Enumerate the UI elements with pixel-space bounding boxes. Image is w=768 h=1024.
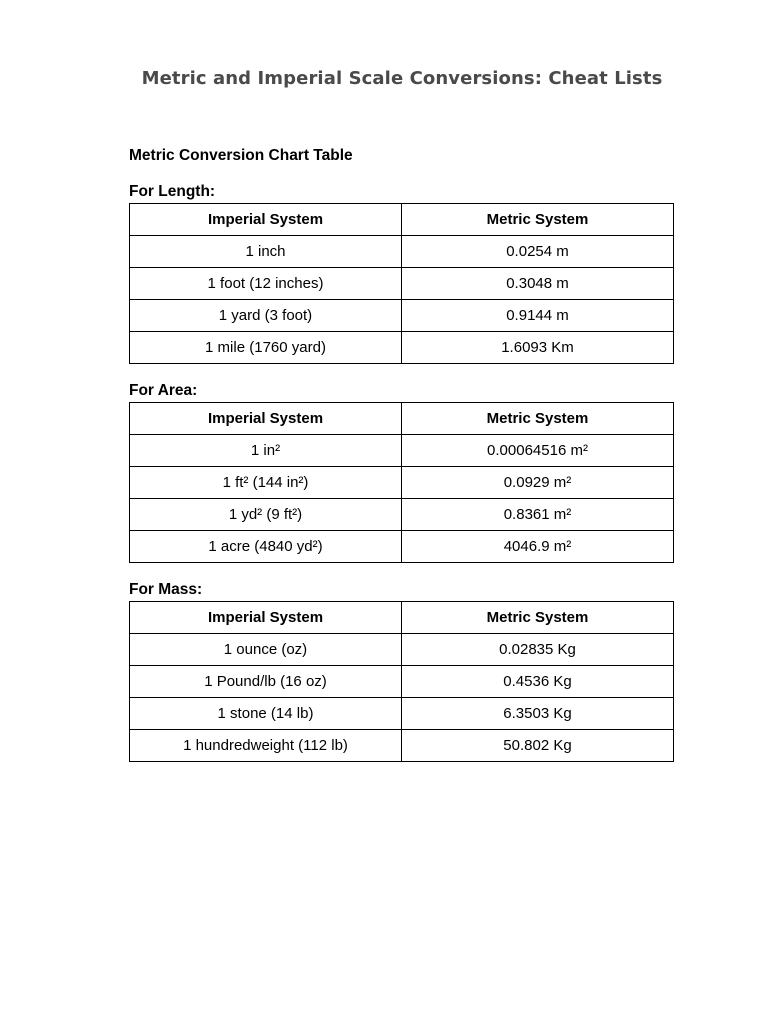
cell-imperial: 1 stone (14 lb) [130,698,402,730]
cell-imperial: 1 in² [130,435,402,467]
cell-imperial: 1 inch [130,236,402,268]
length-table [129,203,674,364]
length-section [129,182,673,364]
header-imperial: Imperial System [130,204,402,236]
cell-metric: 50.802 Kg [402,730,674,762]
cell-metric: 0.4536 Kg [402,666,674,698]
area-section [129,381,673,563]
cell-metric: 4046.9 m² [402,531,674,563]
cell-imperial: 1 foot (12 inches) [130,268,402,300]
cell-imperial: 1 acre (4840 yd²) [130,531,402,563]
table-row [130,236,674,268]
table-header-row [130,403,674,435]
cell-metric: 0.3048 m [402,268,674,300]
area-table [129,402,674,563]
cell-imperial: 1 mile (1760 yard) [130,332,402,364]
table-header-row [130,602,674,634]
table-row [130,467,674,499]
table-row [130,666,674,698]
cell-imperial: 1 ft² (144 in²) [130,467,402,499]
cell-metric: 0.9144 m [402,300,674,332]
document-body [129,146,673,779]
table-row [130,268,674,300]
mass-table [129,601,674,762]
table-row [130,634,674,666]
mass-label: For Mass: [129,581,203,598]
cell-imperial: 1 yard (3 foot) [130,300,402,332]
header-metric: Metric System [402,204,674,236]
table-header-row [130,204,674,236]
table-row [130,531,674,563]
header-imperial: Imperial System [130,602,402,634]
mass-section [129,580,673,762]
length-label: For Length: [129,183,216,200]
header-metric: Metric System [402,403,674,435]
cell-metric: 0.8361 m² [402,499,674,531]
cell-metric: 1.6093 Km [402,332,674,364]
cell-metric: 6.3503 Kg [402,698,674,730]
table-row [130,332,674,364]
chart-heading: Metric Conversion Chart Table [129,147,353,164]
table-row [130,435,674,467]
document-title: Metric and Imperial Scale Conversions: Cheat Lists [141,68,663,89]
cell-imperial: 1 hundredweight (112 lb) [130,730,402,762]
cell-metric: 0.0929 m² [402,467,674,499]
cell-imperial: 1 yd² (9 ft²) [130,499,402,531]
header-imperial: Imperial System [130,403,402,435]
cell-metric: 0.00064516 m² [402,435,674,467]
cell-metric: 0.02835 Kg [402,634,674,666]
table-row [130,300,674,332]
cell-imperial: 1 Pound/lb (16 oz) [130,666,402,698]
table-row [130,698,674,730]
table-row [130,730,674,762]
header-metric: Metric System [402,602,674,634]
cell-metric: 0.0254 m [402,236,674,268]
cell-imperial: 1 ounce (oz) [130,634,402,666]
table-row [130,499,674,531]
area-label: For Area: [129,382,198,399]
